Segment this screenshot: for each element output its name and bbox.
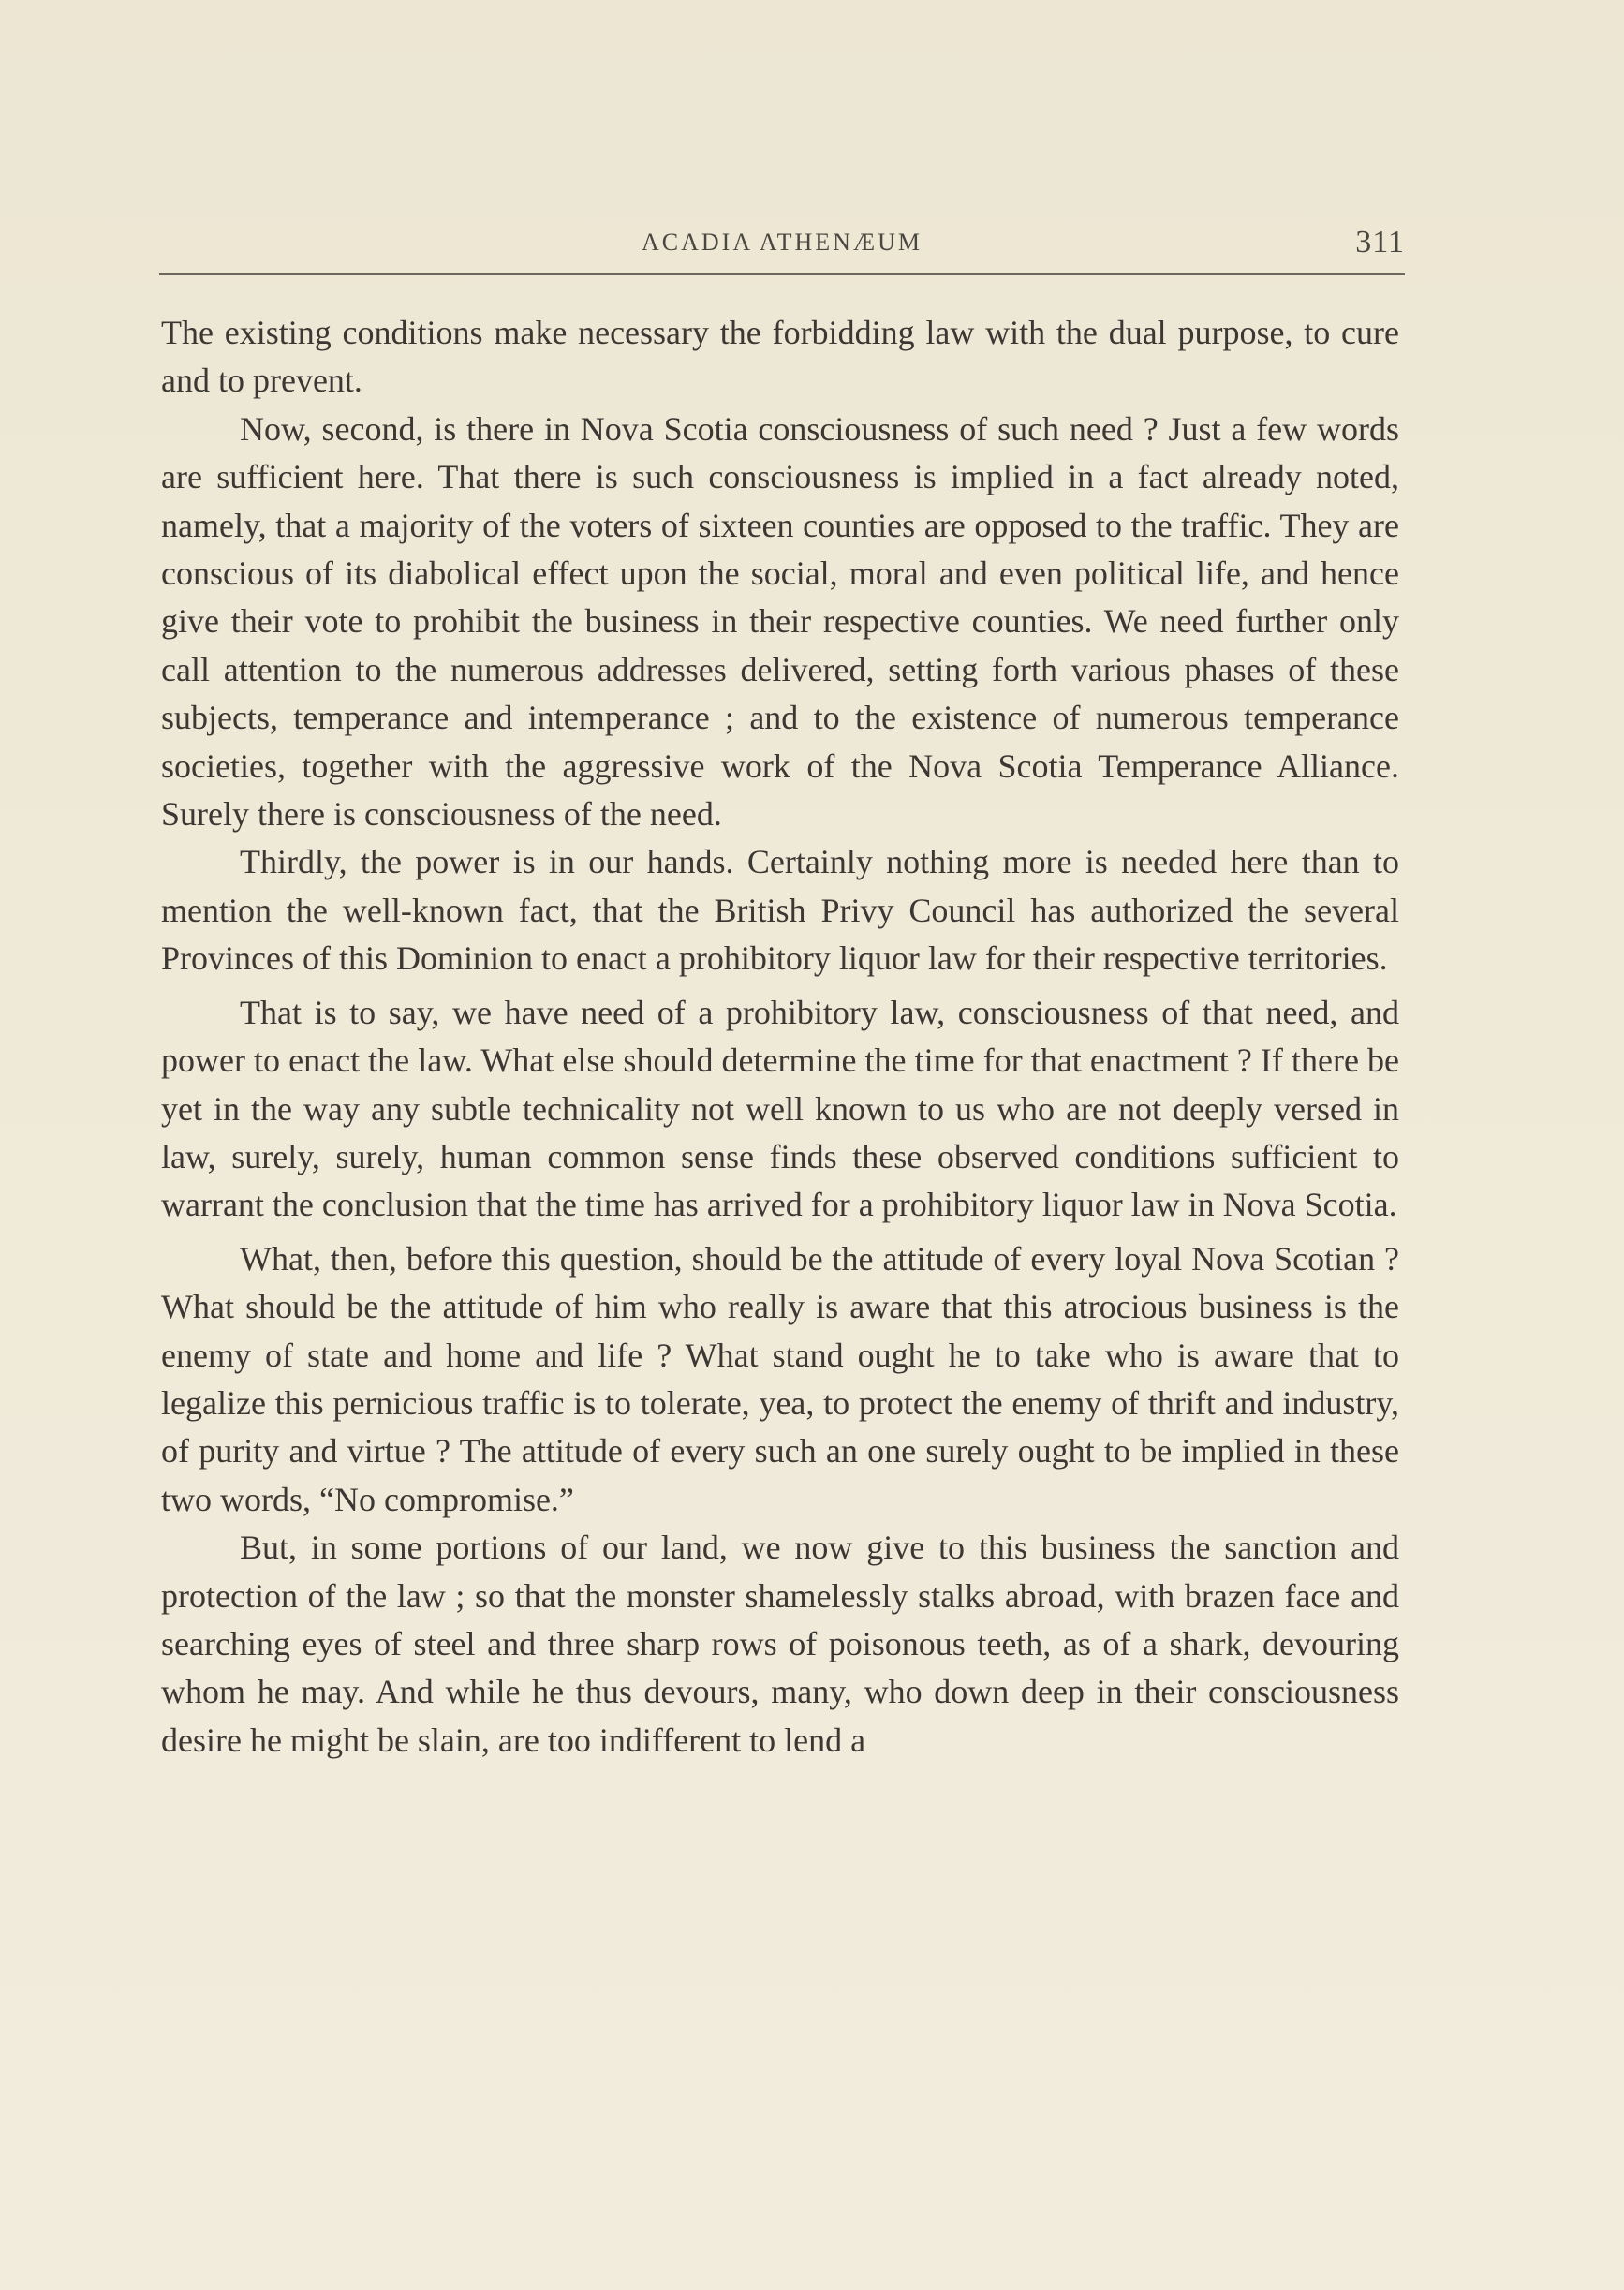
paragraph-1: The existing conditions make necessary the forbidding law with the dual purpose, to cure and to prevent. bbox=[161, 314, 1399, 400]
running-head bbox=[159, 225, 1405, 270]
header-rule bbox=[159, 273, 1405, 275]
body-text bbox=[161, 309, 1399, 1765]
paragraph-4: That is to say, we have need of a prohibitory law, consciousness of that need, and power to enact the law. What else should determine the time for that enactment ? If there be yet in the way any subtle technicality not well known to us who are not deeply versed in law, surely, surely, human common sense finds these observed conditions sufficient to warrant the conclusion that the time has arrived for a prohibitory liquor law in Nova Scotia. bbox=[161, 993, 1399, 1224]
paragraph-6: But, in some portions of our land, we now give to this business the sanction and protection of the law ; so that the monster shamelessly stalks abroad, with brazen face and searching eyes of steel and three sharp rows of poisonous teeth, as of a shark, devouring whom he may. And while he thus devours, many, who down deep in their consciousness desire he might be slain, are too indifferent to lend a bbox=[161, 1529, 1399, 1759]
journal-title: ACADIA ATHENÆUM bbox=[642, 229, 923, 256]
paragraph-5: What, then, before this question, should be the attitude of every loyal Nova Scotian ? What should be the attitude of him who really is aware that this atrocious business is the enemy of state and home and life ? What stand ought he to take who is aware that to legalize this pernicious traffic is to tolerate, yea, to protect the enemy of thrift and industry, of purity and virtue ? The attitude of every such an one surely ought to be implied in these two words, “No compromise.” bbox=[161, 1239, 1399, 1518]
paragraph-3: Thirdly, the power is in our hands. Certainly nothing more is needed here than to mention the well-known fact, that the British Privy Council has authorized the several Provinces of this Dominion to enact a prohibitory liquor law for their respective territories. bbox=[161, 843, 1399, 978]
paragraph-2: Now, second, is there in Nova Scotia consciousness of such need ? Just a few words are sufficient here. That there is such consciousness is implied in a fact already noted, namely, that a majority of the voters of sixteen counties are opposed to the traffic. They are conscious of its diabolical effect upon the social, moral and even political life, and hence give their vote to prohibit the business in their respective counties. We need further only call attention to the numerous addresses delivered, setting forth various phases of these subjects, temperance and intemperance ; and to the existence of numerous temperance societies, together with the aggressive work of the Nova Scotia Temperance Alliance. Surely there is consciousness of the need. bbox=[161, 409, 1399, 834]
page-number: 311 bbox=[1355, 225, 1405, 259]
